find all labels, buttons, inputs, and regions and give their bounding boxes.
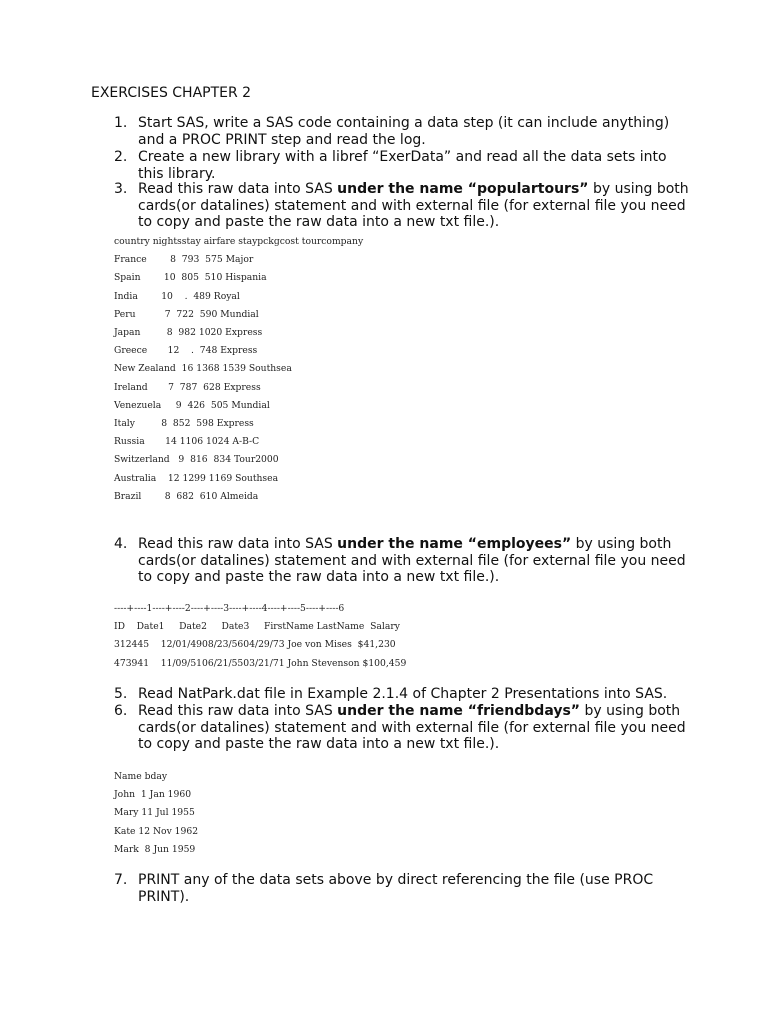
item-text-bold: under the name “friendbdays” [337,703,580,719]
item-text: Read NatPark.dat file in Example 2.1.4 of Chapter 2 Presentations into SAS. [138,686,668,702]
item-number: 1. [114,115,128,131]
item-text-bold: under the name “employees” [337,536,572,552]
item-text-pre: Read this raw data into SAS [138,181,338,197]
exercise-item-7 [114,872,694,905]
item-text: Start SAS, write a SAS code containing a data step (it can include anything) and a PROC PRINT step and read the log. [138,115,670,148]
item-text-post: by using both cards(or datalines) statement and with external file (for external file you need to copy and paste the raw data into a new txt file.). [138,536,686,585]
item-text: PRINT any of the data sets above by direct referencing the file (use PROC PRINT). [138,872,654,905]
exercise-item-3 [114,181,694,231]
item-text: Create a new library with a libref “ExerData” and read all the data sets into this library. [138,149,667,182]
item-number: 3. [114,181,128,197]
item-number: 7. [114,872,128,888]
item-text-pre: Read this raw data into SAS [138,536,338,552]
exercise-item-5 [114,686,694,703]
item-number: 4. [114,536,128,552]
item-number: 5. [114,686,128,702]
friendbdays-raw-data: Name bday John 1 Jan 1960 Mary 11 Jul 1955 Kate 12 Nov 1962 Mark 8 Jun 1959 [114,771,199,855]
item-number: 2. [114,149,128,165]
item-text-pre: Read this raw data into SAS [138,703,338,719]
exercise-item-4 [114,536,694,586]
page-title: EXERCISES CHAPTER 2 [91,85,252,101]
employees-raw-data: ----+----1----+----2----+----3----+----4----+----5----+----6 ID Date1 Date2 Date3 FirstName LastName Salary 312445 12/01/4908/23/5604/29/73 Joe von Mises $41,230 473941 11/09/5106/21/5503/21/71 John Stevenson $100,459 [114,603,407,669]
item-text-bold: under the name “populartours” [337,181,589,197]
exercise-item-1 [114,115,694,148]
exercise-item-6 [114,703,694,753]
exercise-item-2 [114,149,694,182]
popular-tours-raw-data: country nightsstay airfare staypckgcost tourcompany France 8 793 575 Major Spain 10 805 510 Hispania India 10 . 489 Royal Peru 7 722 590 Mundial Japan 8 982 1020 Express Greece 12 . 748 Express New Zealand 16 1368 1539 Southsea Ireland 7 787 628 Express Venezuela 9 426 505 Mundial Italy 8 852 598 Express Russia 14 1106 1024 A-B-C Switzerland 9 816 834 Tour2000 Australia 12 1299 1169 Southsea Brazil 8 682 610 Almeida [114,236,364,502]
item-text-post: by using both cards(or datalines) statement and with external file (for external file you need to copy and paste the raw data into a new txt file.). [138,703,686,752]
item-number: 6. [114,703,128,719]
item-text-post: by using both cards(or datalines) statement and with external file (for external file you need to copy and paste the raw data into a new txt file.). [138,181,689,230]
